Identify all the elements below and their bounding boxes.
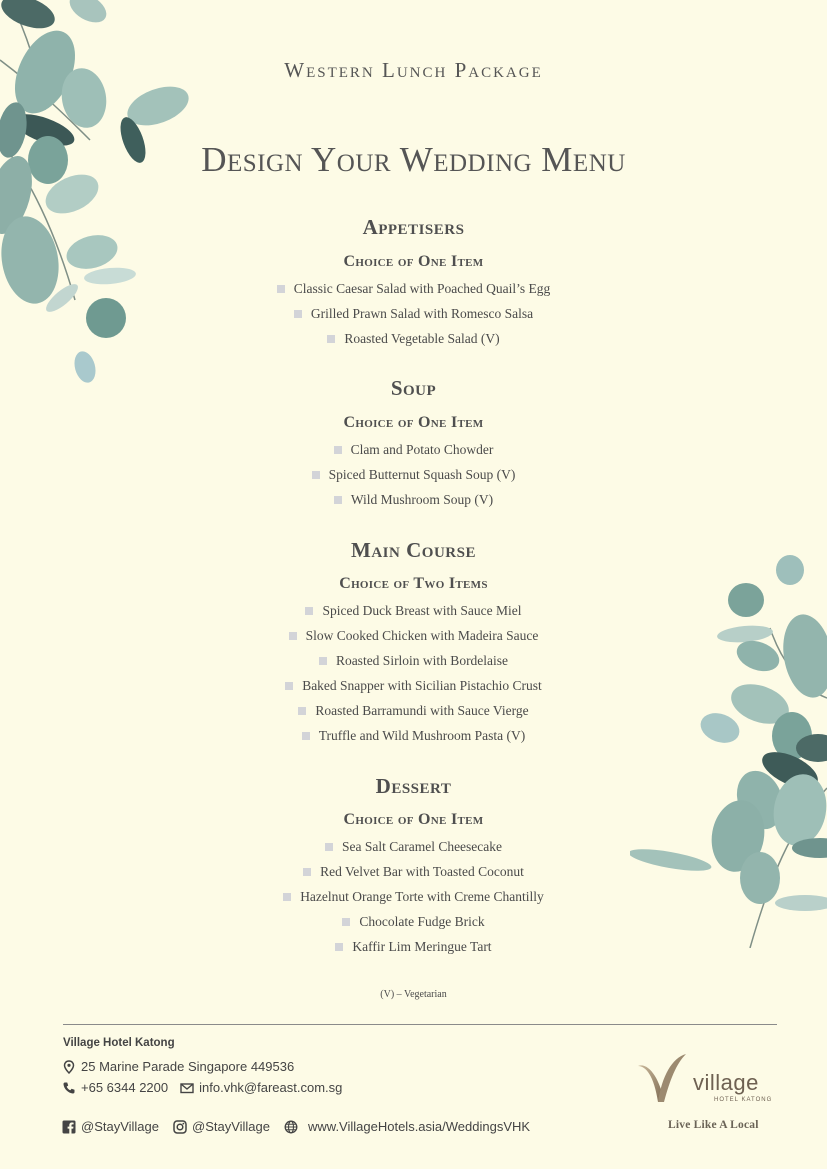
bullet-icon xyxy=(305,607,313,615)
menu-item xyxy=(0,326,827,351)
v-logo-icon xyxy=(636,1052,688,1104)
section-subtitle: Choice of One Item xyxy=(343,414,484,431)
menu-item-label: Spiced Duck Breast with Sauce Miel xyxy=(322,603,522,618)
menu-item-label: Spiced Butternut Squash Soup (V) xyxy=(328,467,516,482)
menu-item xyxy=(0,487,827,512)
vegetarian-note: (V) – Vegetarian xyxy=(380,989,447,1000)
menu-item-label: Clam and Potato Chowder xyxy=(350,442,494,457)
contact-row xyxy=(62,1080,342,1095)
menu-list-main-course xyxy=(0,598,827,748)
bullet-icon xyxy=(342,918,350,926)
bullet-icon xyxy=(289,632,297,640)
section-title-soup: Soup xyxy=(390,376,437,400)
footer-divider xyxy=(63,1024,777,1025)
menu-item-label: Classic Caesar Salad with Poached Quail’s Egg xyxy=(293,281,551,296)
phone-icon xyxy=(62,1081,76,1095)
bullet-icon xyxy=(303,868,311,876)
menu-item-label: Chocolate Fudge Brick xyxy=(359,914,485,929)
bullet-icon xyxy=(334,446,342,454)
email-link[interactable]: info.vhk@fareast.com.sg xyxy=(199,1080,343,1095)
menu-item xyxy=(0,698,827,723)
bullet-icon xyxy=(334,496,342,504)
hotel-name: Village Hotel Katong xyxy=(63,1037,175,1049)
menu-item-label: Roasted Sirloin with Bordelaise xyxy=(335,653,509,668)
menu-item-label: Hazelnut Orange Torte with Creme Chantilly xyxy=(300,889,544,904)
package-title: Western Lunch Package xyxy=(284,58,543,82)
village-logo xyxy=(636,1052,776,1112)
menu-item xyxy=(0,884,827,909)
menu-item-label: Sea Salt Caramel Cheesecake xyxy=(341,839,503,854)
bullet-icon xyxy=(325,843,333,851)
menu-item-label: Grilled Prawn Salad with Romesco Salsa xyxy=(310,306,534,321)
section-title-dessert: Dessert xyxy=(375,774,452,798)
bullet-icon xyxy=(302,732,310,740)
menu-item xyxy=(0,834,827,859)
page-title: Design Your Wedding Menu xyxy=(201,140,626,179)
menu-item xyxy=(0,462,827,487)
bullet-icon xyxy=(298,707,306,715)
menu-item xyxy=(0,623,827,648)
address-row xyxy=(62,1059,294,1074)
social-row xyxy=(62,1119,530,1134)
menu-item-label: Baked Snapper with Sicilian Pistachio Crust xyxy=(302,678,542,693)
menu-item xyxy=(0,859,827,884)
menu-list-soup xyxy=(0,437,827,512)
website-link[interactable]: www.VillageHotels.asia/WeddingsVHK xyxy=(308,1119,531,1134)
menu-item-label: Wild Mushroom Soup (V) xyxy=(350,492,494,507)
logo-word: village xyxy=(693,1070,759,1095)
menu-item xyxy=(0,598,827,623)
section-subtitle: Choice of One Item xyxy=(343,253,484,270)
menu-item xyxy=(0,723,827,748)
section-subtitle: Choice of One Item xyxy=(343,811,484,828)
logo-subtitle: HOTEL KATONG xyxy=(714,1097,773,1103)
location-pin-icon xyxy=(62,1060,76,1074)
menu-item xyxy=(0,301,827,326)
menu-item-label: Truffle and Wild Mushroom Pasta (V) xyxy=(318,728,526,743)
bullet-icon xyxy=(283,893,291,901)
section-subtitle: Choice of Two Items xyxy=(339,575,488,592)
bullet-icon xyxy=(294,310,302,318)
menu-item xyxy=(0,934,827,959)
envelope-icon xyxy=(180,1081,194,1095)
bullet-icon xyxy=(277,285,285,293)
menu-item-label: Roasted Vegetable Salad (V) xyxy=(344,331,500,346)
menu-item-label: Roasted Barramundi with Sauce Vierge xyxy=(315,703,529,718)
menu-item xyxy=(0,276,827,301)
brand-tagline: Live Like A Local xyxy=(668,1119,759,1131)
bullet-icon xyxy=(327,335,335,343)
bullet-icon xyxy=(312,471,320,479)
menu-item-label: Kaffir Lim Meringue Tart xyxy=(352,939,492,954)
menu-item xyxy=(0,909,827,934)
menu-list-appetisers xyxy=(0,276,827,351)
facebook-link[interactable]: @StayVillage xyxy=(81,1119,159,1134)
menu-item xyxy=(0,437,827,462)
bullet-icon xyxy=(285,682,293,690)
facebook-icon xyxy=(62,1120,76,1134)
instagram-icon xyxy=(173,1120,187,1134)
instagram-link[interactable]: @StayVillage xyxy=(192,1119,270,1134)
bullet-icon xyxy=(335,943,343,951)
phone-link[interactable]: +65 6344 2200 xyxy=(81,1080,169,1095)
address-text: 25 Marine Parade Singapore 449536 xyxy=(81,1059,295,1074)
menu-item-label: Slow Cooked Chicken with Madeira Sauce xyxy=(305,628,539,643)
section-title-appetisers: Appetisers xyxy=(362,215,465,239)
menu-list-dessert xyxy=(0,834,827,959)
section-title-main-course: Main Course xyxy=(351,538,476,562)
menu-item xyxy=(0,648,827,673)
bullet-icon xyxy=(319,657,327,665)
menu-item-label: Red Velvet Bar with Toasted Coconut xyxy=(320,864,524,879)
menu-item xyxy=(0,673,827,698)
globe-icon xyxy=(284,1120,298,1134)
